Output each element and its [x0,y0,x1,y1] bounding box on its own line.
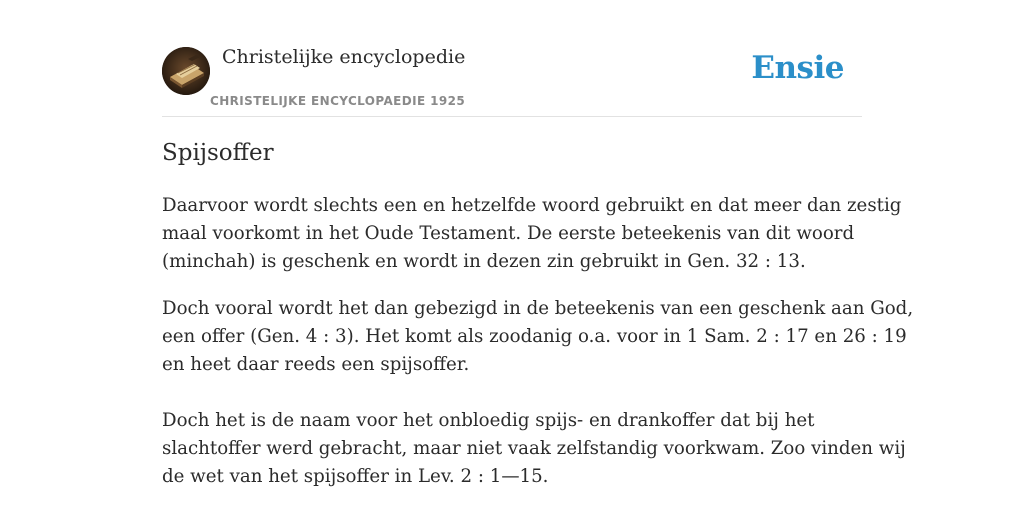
paragraph-line: en heet daar reeds een spijsoffer. [162,354,470,375]
article-paragraph [162,192,902,276]
paragraph-line: Daarvoor wordt slechts een en hetzelfde woord gebruikt en dat meer dan zestig [162,195,902,216]
paragraph-line: (minchah) is geschenk en wordt in dezen zin gebruikt in Gen. 32 : 13. [162,251,806,272]
article-paragraph [162,407,906,491]
book-image-icon [162,47,210,95]
paragraph-line: Doch het is de naam voor het onbloedig spijs- en drankoffer dat bij het [162,410,815,431]
ensie-logo[interactable]: Ensie [751,50,844,86]
article-title: Spijsoffer [162,140,274,166]
paragraph-line: Doch vooral wordt het dan gebezigd in de beteekenis van een geschenk aan God, [162,298,914,319]
source-subtitle[interactable]: CHRISTELIJKE ENCYCLOPAEDIE 1925 [210,94,466,108]
paragraph-line: een offer (Gen. 4 : 3). Het komt als zoodanig o.a. voor in 1 Sam. 2 : 17 en 26 : 19 [162,326,907,347]
paragraph-line: slachtoffer werd gebracht, maar niet vaak zelfstandig voorkwam. Zoo vinden wij [162,438,906,459]
source-name[interactable]: Christelijke encyclopedie [222,46,466,68]
article-paragraph [162,295,914,379]
paragraph-line: maal voorkomt in het Oude Testament. De eerste beteekenis van dit woord [162,223,855,244]
source-avatar[interactable] [162,47,210,95]
paragraph-line: de wet van het spijsoffer in Lev. 2 : 1—15. [162,466,549,487]
header [162,0,862,117]
